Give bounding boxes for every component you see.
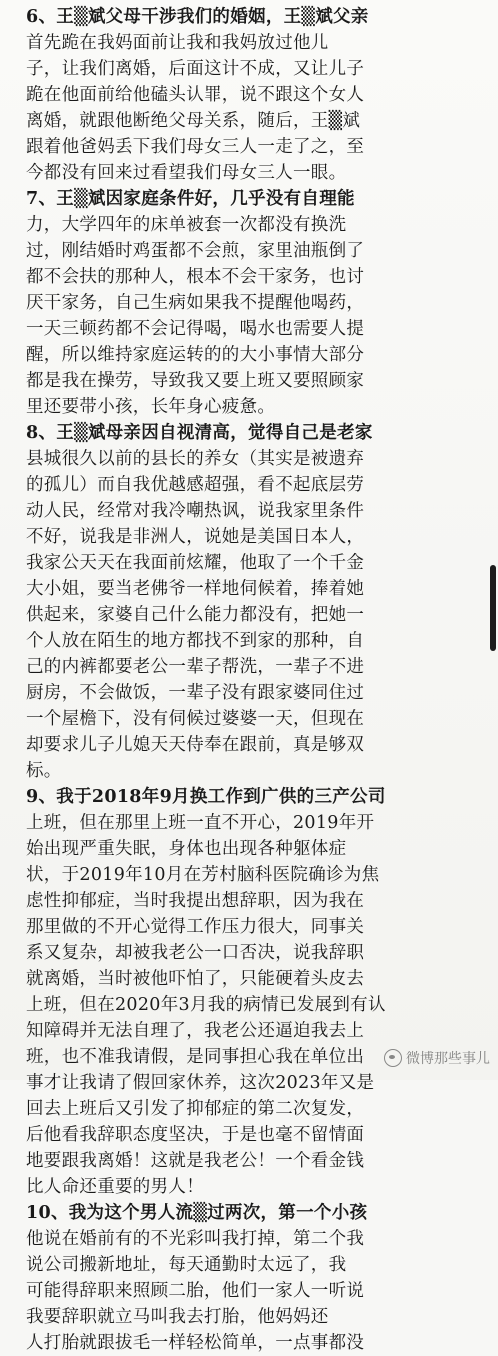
text-line: 不好，说我是非洲人，说她是美国日本人， xyxy=(26,527,365,547)
text-line: 上班，但在2020年3月我的病情已发展到有认 xyxy=(26,995,386,1015)
text-line: 6、王▒斌父母干涉我们的婚姻，王▒斌父亲 xyxy=(26,7,369,27)
text-line: 标。 xyxy=(26,761,62,781)
text-line: 的孤儿）而自我优越感超强，看不起底层劳 xyxy=(26,475,365,495)
text-line: 今都没有回来过看望我们母女三人一眼。 xyxy=(26,163,347,183)
text-line: 始出现严重失眠，身体也出现各种躯体症 xyxy=(26,839,347,859)
text-line: 我家公天天在我面前炫耀，他取了一个千金 xyxy=(26,553,365,573)
text-line: 里还要带小孩，长年身心疲惫。 xyxy=(26,397,276,417)
text-line: 却要求儿子儿媳天天侍奉在跟前，真是够双 xyxy=(26,735,365,755)
text-line: 说公司搬新地址，每天通勤时太远了，我 xyxy=(26,1255,347,1275)
text-line: 班，也不准我请假，是同事担心我在单位出 xyxy=(26,1047,365,1067)
text-line: 我要辞职就立马叫我去打胎，他妈妈还 xyxy=(26,1307,329,1327)
text-line: 大小姐，要当老佛爷一样地伺候着，捧着她 xyxy=(26,579,365,599)
text-line: 一个屋檐下，没有伺候过婆婆一天，但现在 xyxy=(26,709,365,729)
text-line: 过，刚结婚时鸡蛋都不会煎，家里油瓶倒了 xyxy=(26,241,365,261)
document-text xyxy=(26,4,474,1356)
text-line: 厨房，不会做饭，一辈子没有跟家婆同住过 xyxy=(26,683,365,703)
text-line: 事才让我请了假回家休养，这次2023年又是 xyxy=(26,1073,375,1093)
text-line: 离婚，就跟他断绝父母关系，随后，王▒斌 xyxy=(26,111,361,131)
text-line: 状，于2019年10月在芳村脑科医院确诊为焦 xyxy=(26,865,380,885)
text-line: 己的内裤都要老公一辈子帮洗，一辈子不进 xyxy=(26,657,365,677)
text-line: 力，大学四年的床单被套一次都没有换洗 xyxy=(26,215,347,235)
text-line: 系又复杂，却被我老公一口否决，说我辞职 xyxy=(26,943,365,963)
text-line: 都是我在操劳，导致我又要上班又要照顾家 xyxy=(26,371,365,391)
text-line: 子，让我们离婚，后面这计不成，又让儿子 xyxy=(26,59,365,79)
text-line: 人打胎就跟拔毛一样轻松简单，一点事都没 xyxy=(26,1333,365,1353)
text-line: 知障碍并无法自理了，我老公还逼迫我去上 xyxy=(26,1021,365,1041)
text-line: 后他看我辞职态度坚决，于是也毫不留情面 xyxy=(26,1125,365,1145)
text-line: 地要跟我离婚！这就是我老公！一个看金钱 xyxy=(26,1151,365,1171)
text-line: 上班，但在那里上班一直不开心，2019年开 xyxy=(26,813,375,833)
text-line: 10、我为这个男人流▒过两次，第一个小孩 xyxy=(26,1203,368,1223)
text-line: 他说在婚前有的不光彩叫我打掉，第二个我 xyxy=(26,1229,365,1249)
text-line: 醒，所以维持家庭运转的的大小事情大部分 xyxy=(26,345,365,365)
text-line: 首先跪在我妈面前让我和我妈放过他儿 xyxy=(26,33,329,53)
text-line: 都不会扶的那种人，根本不会干家务，也讨 xyxy=(26,267,365,287)
watermark xyxy=(384,1048,490,1068)
text-line: 供起来，家婆自己什么能力都没有，把她一 xyxy=(26,605,365,625)
text-line: 8、王▒斌母亲因自视清高，觉得自己是老家 xyxy=(26,423,373,443)
text-line: 就离婚，当时被他吓怕了，只能硬着头皮去 xyxy=(26,969,365,989)
text-line: 厌干家务，自己生病如果我不提醒他喝药， xyxy=(26,293,365,313)
scrollbar-thumb[interactable] xyxy=(490,565,496,651)
text-line: 比人命还重要的男人！ xyxy=(26,1177,204,1197)
text-line: 跪在他面前给他磕头认罪，说不跟这个女人 xyxy=(26,85,365,105)
text-line: 动人民，经常对我冷嘲热讽，说我家里条件 xyxy=(26,501,365,521)
text-line: 跟着他爸妈丢下我们母女三人一走了之，至 xyxy=(26,137,365,157)
text-line: 虑性抑郁症，当时我提出想辞职，因为我在 xyxy=(26,891,365,911)
text-line: 7、王▒斌因家庭条件好，几乎没有自理能 xyxy=(26,189,355,209)
text-line: 回去上班后又引发了抑郁症的第二次复发， xyxy=(26,1099,365,1119)
text-line: 那里做的不开心觉得工作压力很大，同事关 xyxy=(26,917,365,937)
weibo-logo-icon xyxy=(384,1049,402,1067)
text-line: 个人放在陌生的地方都找不到家的那种，自 xyxy=(26,631,365,651)
text-line: 9、我于2018年9月换工作到广供的三产公司 xyxy=(26,787,386,807)
watermark-text: 微博那些事儿 xyxy=(406,1051,490,1067)
text-line: 一天三顿药都不会记得喝，喝水也需要人提 xyxy=(26,319,365,339)
text-line: 可能得辞职来照顾二胎，他们一家人一听说 xyxy=(26,1281,365,1301)
text-line: 县城很久以前的县长的养女（其实是被遗弃 xyxy=(26,449,365,469)
